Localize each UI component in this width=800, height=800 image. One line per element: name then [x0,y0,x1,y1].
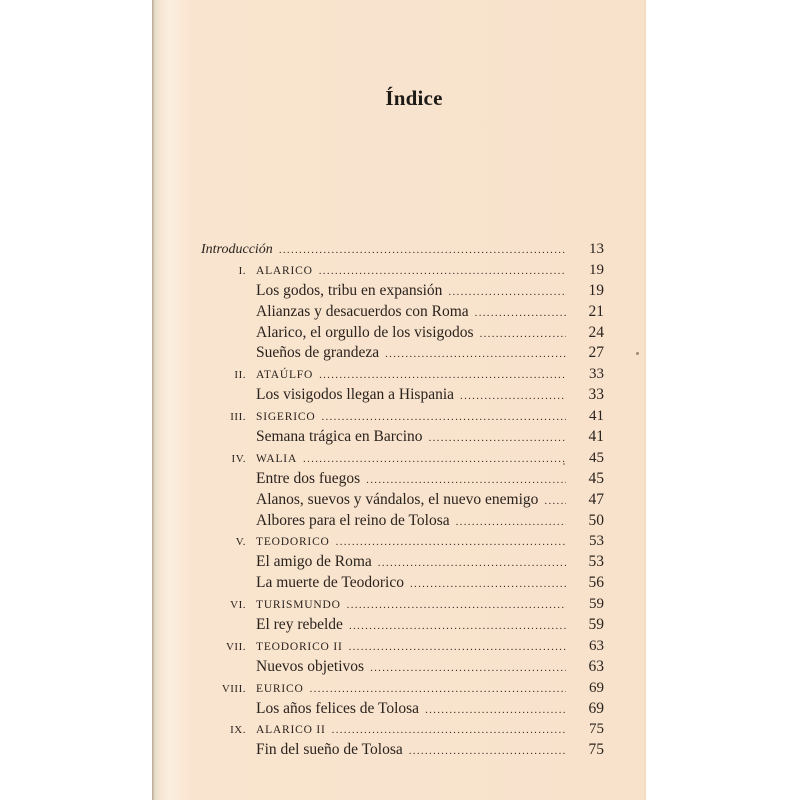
toc-section-entry [201,281,604,302]
page-number: 33 [588,386,604,404]
toc-chapter-entry [201,719,604,740]
table-of-contents [201,239,604,761]
dot-leader [378,553,566,574]
page-number: 27 [588,344,604,362]
chapter-number: IV. [231,452,246,465]
dot-leader [409,741,566,762]
toc-chapter-entry [201,594,604,615]
book-page [152,0,646,800]
toc-chapter-entry [201,678,604,699]
entry-title: El amigo de Roma [256,553,372,571]
chapter-number: I. [238,264,246,277]
entry-title: TEODORICO II [256,640,343,653]
dot-leader [448,282,566,303]
dot-leader [385,344,566,365]
dot-leader [429,428,566,449]
dot-leader [349,616,566,637]
page-number: 56 [588,574,604,592]
entry-title: Semana trágica en Barcino [256,428,423,446]
toc-section-entry [201,490,604,511]
dot-leader [321,407,566,428]
toc-chapter-entry [201,636,604,657]
dot-leader [456,512,566,533]
entry-title: El rey rebelde [256,616,343,634]
toc-section-entry [201,511,604,532]
page-title: Índice [385,86,443,110]
chapter-number: VI. [230,599,246,612]
toc-chapter-entry [201,448,604,469]
paper-speck [563,463,565,465]
page-number: 53 [589,533,604,550]
entry-title: Albores para el reino de Tolosa [256,511,450,529]
dot-leader [319,261,566,282]
toc-section-entry [201,427,604,448]
entry-title: EURICO [256,682,304,695]
chapter-number: VII. [225,640,246,653]
entry-title: SIGERICO [256,411,316,424]
page-number: 33 [589,366,604,383]
entry-title: Los años felices de Tolosa [256,699,420,717]
dot-leader [319,365,566,386]
page-number: 19 [589,261,604,278]
chapter-number: VIII. [221,682,246,695]
dot-leader [336,532,566,553]
page-number: 41 [588,428,604,446]
dot-leader [475,303,566,324]
entry-title: Fin del sueño de Tolosa [256,741,403,759]
entry-title: ATAÚLFO [256,369,314,382]
dot-leader [310,679,566,700]
entry-title: Entre dos fuegos [256,469,361,487]
entry-title: TEODORICO [256,536,330,549]
dot-leader [460,386,566,407]
paper-speck [636,352,639,355]
entry-title: Nuevos objetivos [256,657,365,675]
dot-leader [480,324,566,345]
page-number: 53 [588,553,604,571]
toc-section-entry [201,302,604,323]
page-number: 69 [588,699,604,717]
entry-title: Sueños de grandeza [256,344,380,362]
dot-leader [410,574,566,595]
toc-section-entry [201,699,604,720]
page-number: 63 [588,657,604,675]
toc-section-entry [201,740,604,761]
page-number: 63 [589,637,604,654]
chapter-number: V. [235,536,246,549]
toc-section-entry [201,657,604,678]
page-number: 69 [589,679,604,696]
toc-chapter-entry [201,364,604,385]
entry-title: ALARICO [256,264,313,277]
page-number: 75 [588,741,604,759]
toc-section-entry [201,323,604,344]
entry-title: Los godos, tribu en expansión [256,281,443,299]
page-number: 50 [588,511,604,529]
entry-title: Alarico, el orgullo de los visigodos [256,323,474,341]
chapter-number: III. [230,411,246,424]
toc-chapter-entry [201,260,604,281]
toc-section-entry [201,552,604,573]
dot-leader [279,240,566,261]
entry-title: Introducción [201,242,273,257]
dot-leader [366,470,566,491]
page-number: 59 [588,616,604,634]
entry-title: TURISMUNDO [256,599,341,612]
dot-leader [544,491,566,512]
toc-chapter-entry [201,531,604,552]
dot-leader [349,637,566,658]
entry-title: Los visigodos llegan a Hispania [256,386,455,404]
toc-section-entry [201,469,604,490]
page-number: 24 [588,323,604,341]
entry-title: Alianzas y desacuerdos con Roma [256,302,469,320]
dot-leader [370,658,566,679]
entry-title: Alanos, suevos y vándalos, el nuevo enemigo [256,490,539,508]
entry-title: WALIA [256,452,298,465]
toc-section-entry [201,615,604,636]
toc-chapter-entry [201,406,604,427]
page-number: 13 [589,241,604,257]
toc-section-entry [201,343,604,364]
page-number: 59 [589,596,604,613]
page-number: 21 [588,302,604,320]
dot-leader [303,449,566,470]
page-number: 75 [589,721,604,738]
chapter-number: IX. [230,724,246,737]
page-number: 41 [589,408,604,425]
entry-title: La muerte de Teodorico [256,574,404,592]
dot-leader [332,720,566,741]
chapter-number: II. [234,369,246,382]
toc-section-entry [201,385,604,406]
dot-leader [347,595,566,616]
toc-intro-entry [201,239,604,260]
toc-section-entry [201,573,604,594]
page-number: 45 [588,469,604,487]
entry-title: ALARICO II [256,724,326,737]
page-number: 19 [588,281,604,299]
page-number: 47 [588,490,604,508]
dot-leader [425,700,566,721]
page-number: 45 [589,449,604,466]
